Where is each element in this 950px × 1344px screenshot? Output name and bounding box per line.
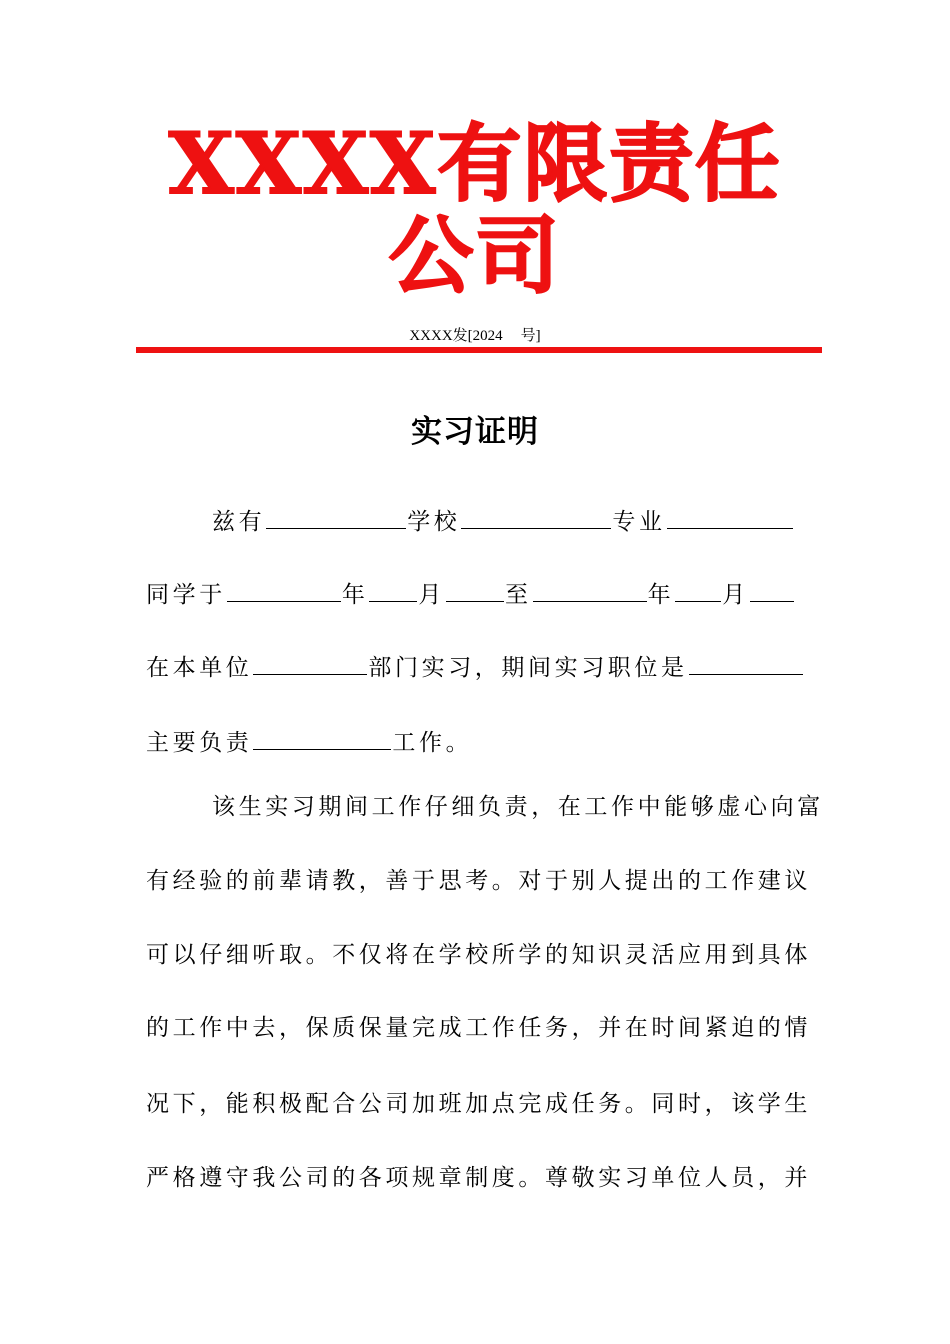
form-text: 学校 [407, 509, 461, 535]
form-text: 主要负责 [146, 730, 253, 756]
form-line-dates [146, 577, 795, 611]
form-text: 兹有 [212, 509, 266, 535]
document-number-prefix: XXXX发[2024 [409, 328, 503, 344]
form-text: 在本单位 [146, 655, 253, 681]
letterhead-company-name: XXXX有限责任公司 [168, 114, 782, 305]
fill-blank-position[interactable] [689, 650, 803, 675]
form-text: 月 [722, 582, 749, 608]
paragraph-line: 严格遵守我公司的各项规章制度。尊敬实习单位人员，并 [146, 1165, 811, 1191]
document-number-suffix: 号] [520, 328, 541, 344]
fill-blank-end-month[interactable] [675, 577, 721, 602]
fill-blank-start-month[interactable] [369, 577, 417, 602]
form-text: 至 [505, 582, 532, 608]
fill-blank-department[interactable] [253, 650, 367, 675]
form-text: 年 [341, 582, 369, 608]
paragraph-line: 的工作中去，保质保量完成工作任务，并在时间紧迫的情 [146, 1015, 811, 1041]
fill-blank-start-day[interactable] [446, 577, 504, 602]
paragraph-line: 可以仔细听取。不仅将在学校所学的知识灵活应用到具体 [146, 942, 811, 968]
fill-blank-name[interactable] [266, 504, 406, 529]
fill-blank-duties[interactable] [253, 725, 391, 750]
form-text: 部门实习，期间实习职位是 [368, 655, 688, 681]
paragraph-line: 况下，能积极配合公司加班加点完成任务。同时，该学生 [146, 1091, 811, 1117]
fill-blank-school[interactable] [461, 504, 611, 529]
form-line-duties [146, 725, 472, 759]
fill-blank-end-year[interactable] [533, 577, 647, 602]
fill-blank-start-year[interactable] [227, 577, 341, 602]
form-text: 月 [418, 582, 446, 608]
document-title: 实习证明 [411, 414, 539, 450]
form-line-department [146, 650, 804, 684]
fill-blank-major[interactable] [667, 504, 793, 529]
fill-blank-end-day[interactable] [750, 577, 794, 602]
paragraph-line: 有经验的前辈请教，善于思考。对于别人提出的工作建议 [146, 868, 811, 894]
paragraph-line: 该生实习期间工作仔细负责，在工作中能够虚心向富 [212, 794, 824, 820]
form-line-school [212, 504, 794, 538]
document-number [0, 326, 950, 346]
letterhead-red-rule [136, 347, 822, 353]
form-text: 专业 [612, 509, 666, 535]
form-text: 年 [647, 582, 675, 608]
form-text: 工作。 [392, 730, 473, 756]
form-text: 同学于 [146, 582, 226, 608]
